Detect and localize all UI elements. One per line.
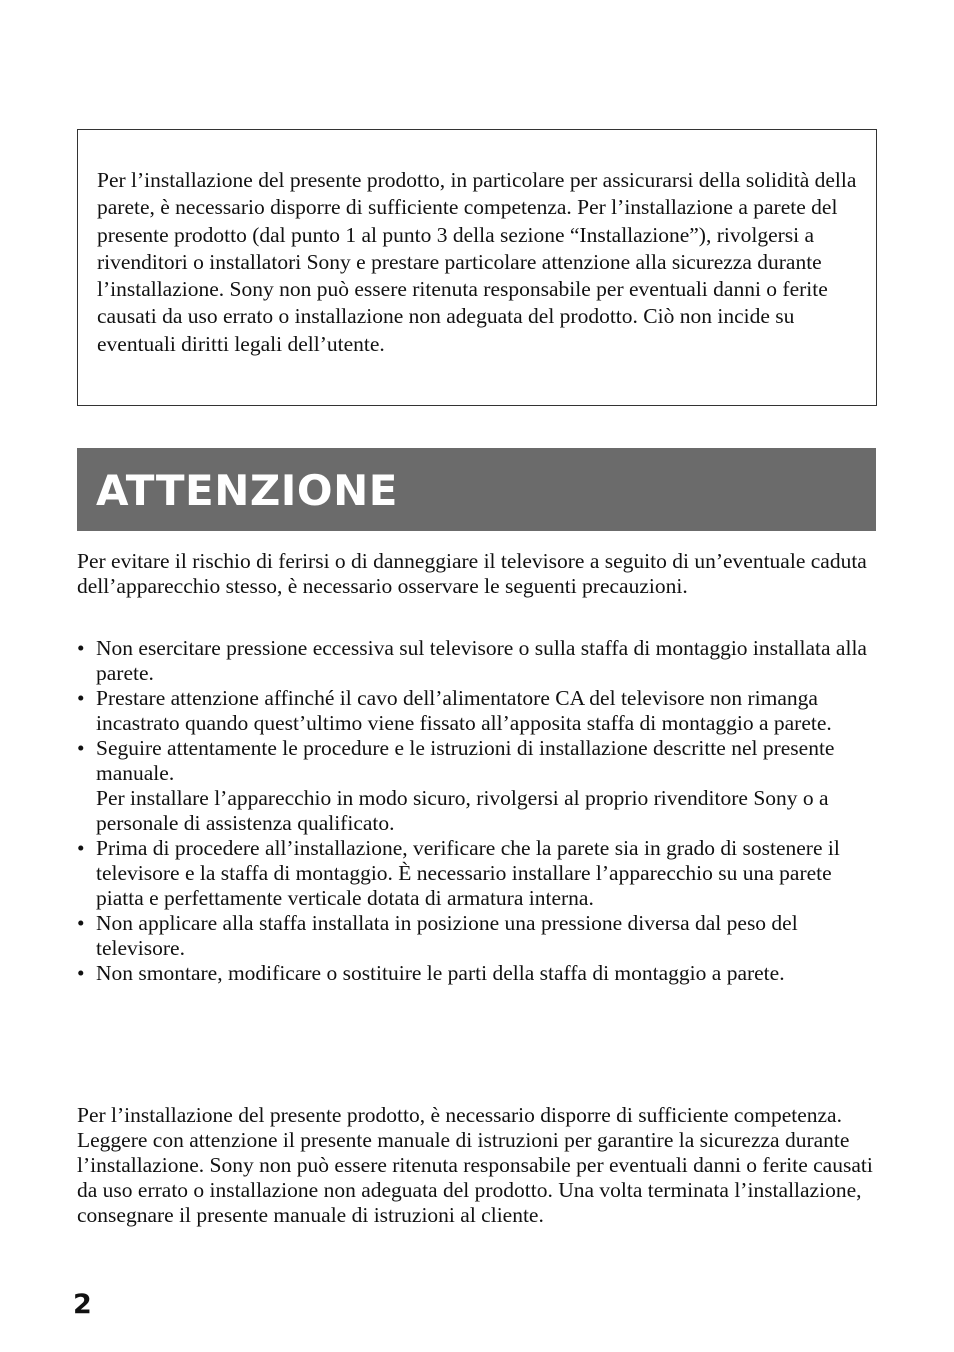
precaution-item: [77, 686, 877, 736]
bullet-icon: •: [77, 911, 85, 935]
bullet-icon: •: [77, 686, 85, 710]
precaution-item: [77, 911, 877, 961]
attenzione-heading-bar: [77, 448, 876, 531]
precaution-item: [77, 636, 877, 686]
closing-paragraph: Per l’installazione del presente prodotto, è necessario disporre di sufficiente competenza. Leggere con attenzione il presente manuale di istruzioni per garantire la sicurezza durante l’installazione. Sony non può essere ritenuta responsabile per eventuali danni o ferite causati da uso errato o installazione non adeguata del prodotto. Una volta terminata l’installazione, consegnare il presente manuale di istruzioni al cliente.: [77, 1103, 873, 1227]
bullet-icon: •: [77, 636, 85, 660]
page-number: 2: [73, 1289, 92, 1320]
precaution-text: Non applicare alla staffa installata in posizione una pressione diversa dal peso del televisore.: [96, 911, 798, 960]
bullet-icon: •: [77, 961, 85, 985]
bullet-icon: •: [77, 736, 85, 760]
precaution-item: [77, 961, 877, 986]
precaution-item: [77, 836, 877, 911]
precaution-text: Prima di procedere all’installazione, verificare che la parete sia in grado di sostenere il televisore e la staffa di montaggio. È necessario installare l’apparecchio su una parete piatta e perfettamente verticale dotata di armatura interna.: [96, 836, 840, 910]
attenzione-heading: ATTENZIONE: [96, 466, 398, 515]
precaution-text: Non esercitare pressione eccessiva sul televisore o sulla staffa di montaggio installata alla parete.: [96, 636, 867, 685]
precautions-list: [77, 636, 877, 986]
bullet-icon: •: [77, 836, 85, 860]
precaution-extra-text: Per installare l’apparecchio in modo sicuro, rivolgersi al proprio rivenditore Sony o a personale di assistenza qualificato.: [96, 786, 829, 835]
intro-paragraph: Per evitare il rischio di ferirsi o di danneggiare il televisore a seguito di un’eventuale caduta dell’apparecchio stesso, è necessario osservare le seguenti precauzioni.: [77, 549, 867, 598]
precaution-text: Prestare attenzione affinché il cavo dell’alimentatore CA del televisore non rimanga incastrato quando quest’ultimo viene fissato all’apposita staffa di montaggio a parete.: [96, 686, 832, 735]
precaution-item: [77, 736, 877, 836]
installer-notice-box: [77, 129, 877, 406]
precaution-text: Non smontare, modificare o sostituire le parti della staffa di montaggio a parete.: [96, 961, 785, 985]
installer-notice-text: Per l’installazione del presente prodotto, in particolare per assicurarsi della solidità della parete, è necessario disporre di sufficiente competenza. Per l’installazione a parete del presente prodotto (dal punto 1 al punto 3 della sezione “Installazione”), rivolgersi a rivenditori o installatori Sony e prestare particolare attenzione alla sicurezza durante l’installazione. Sony non può essere ritenuta responsabile per eventuali danni o ferite causati da uso errato o installazione non adeguata del prodotto. Ciò non incide su eventuali diritti legali dell’utente.: [97, 168, 857, 356]
precaution-text: Seguire attentamente le procedure e le istruzioni di installazione descritte nel presente manuale.: [96, 736, 835, 785]
